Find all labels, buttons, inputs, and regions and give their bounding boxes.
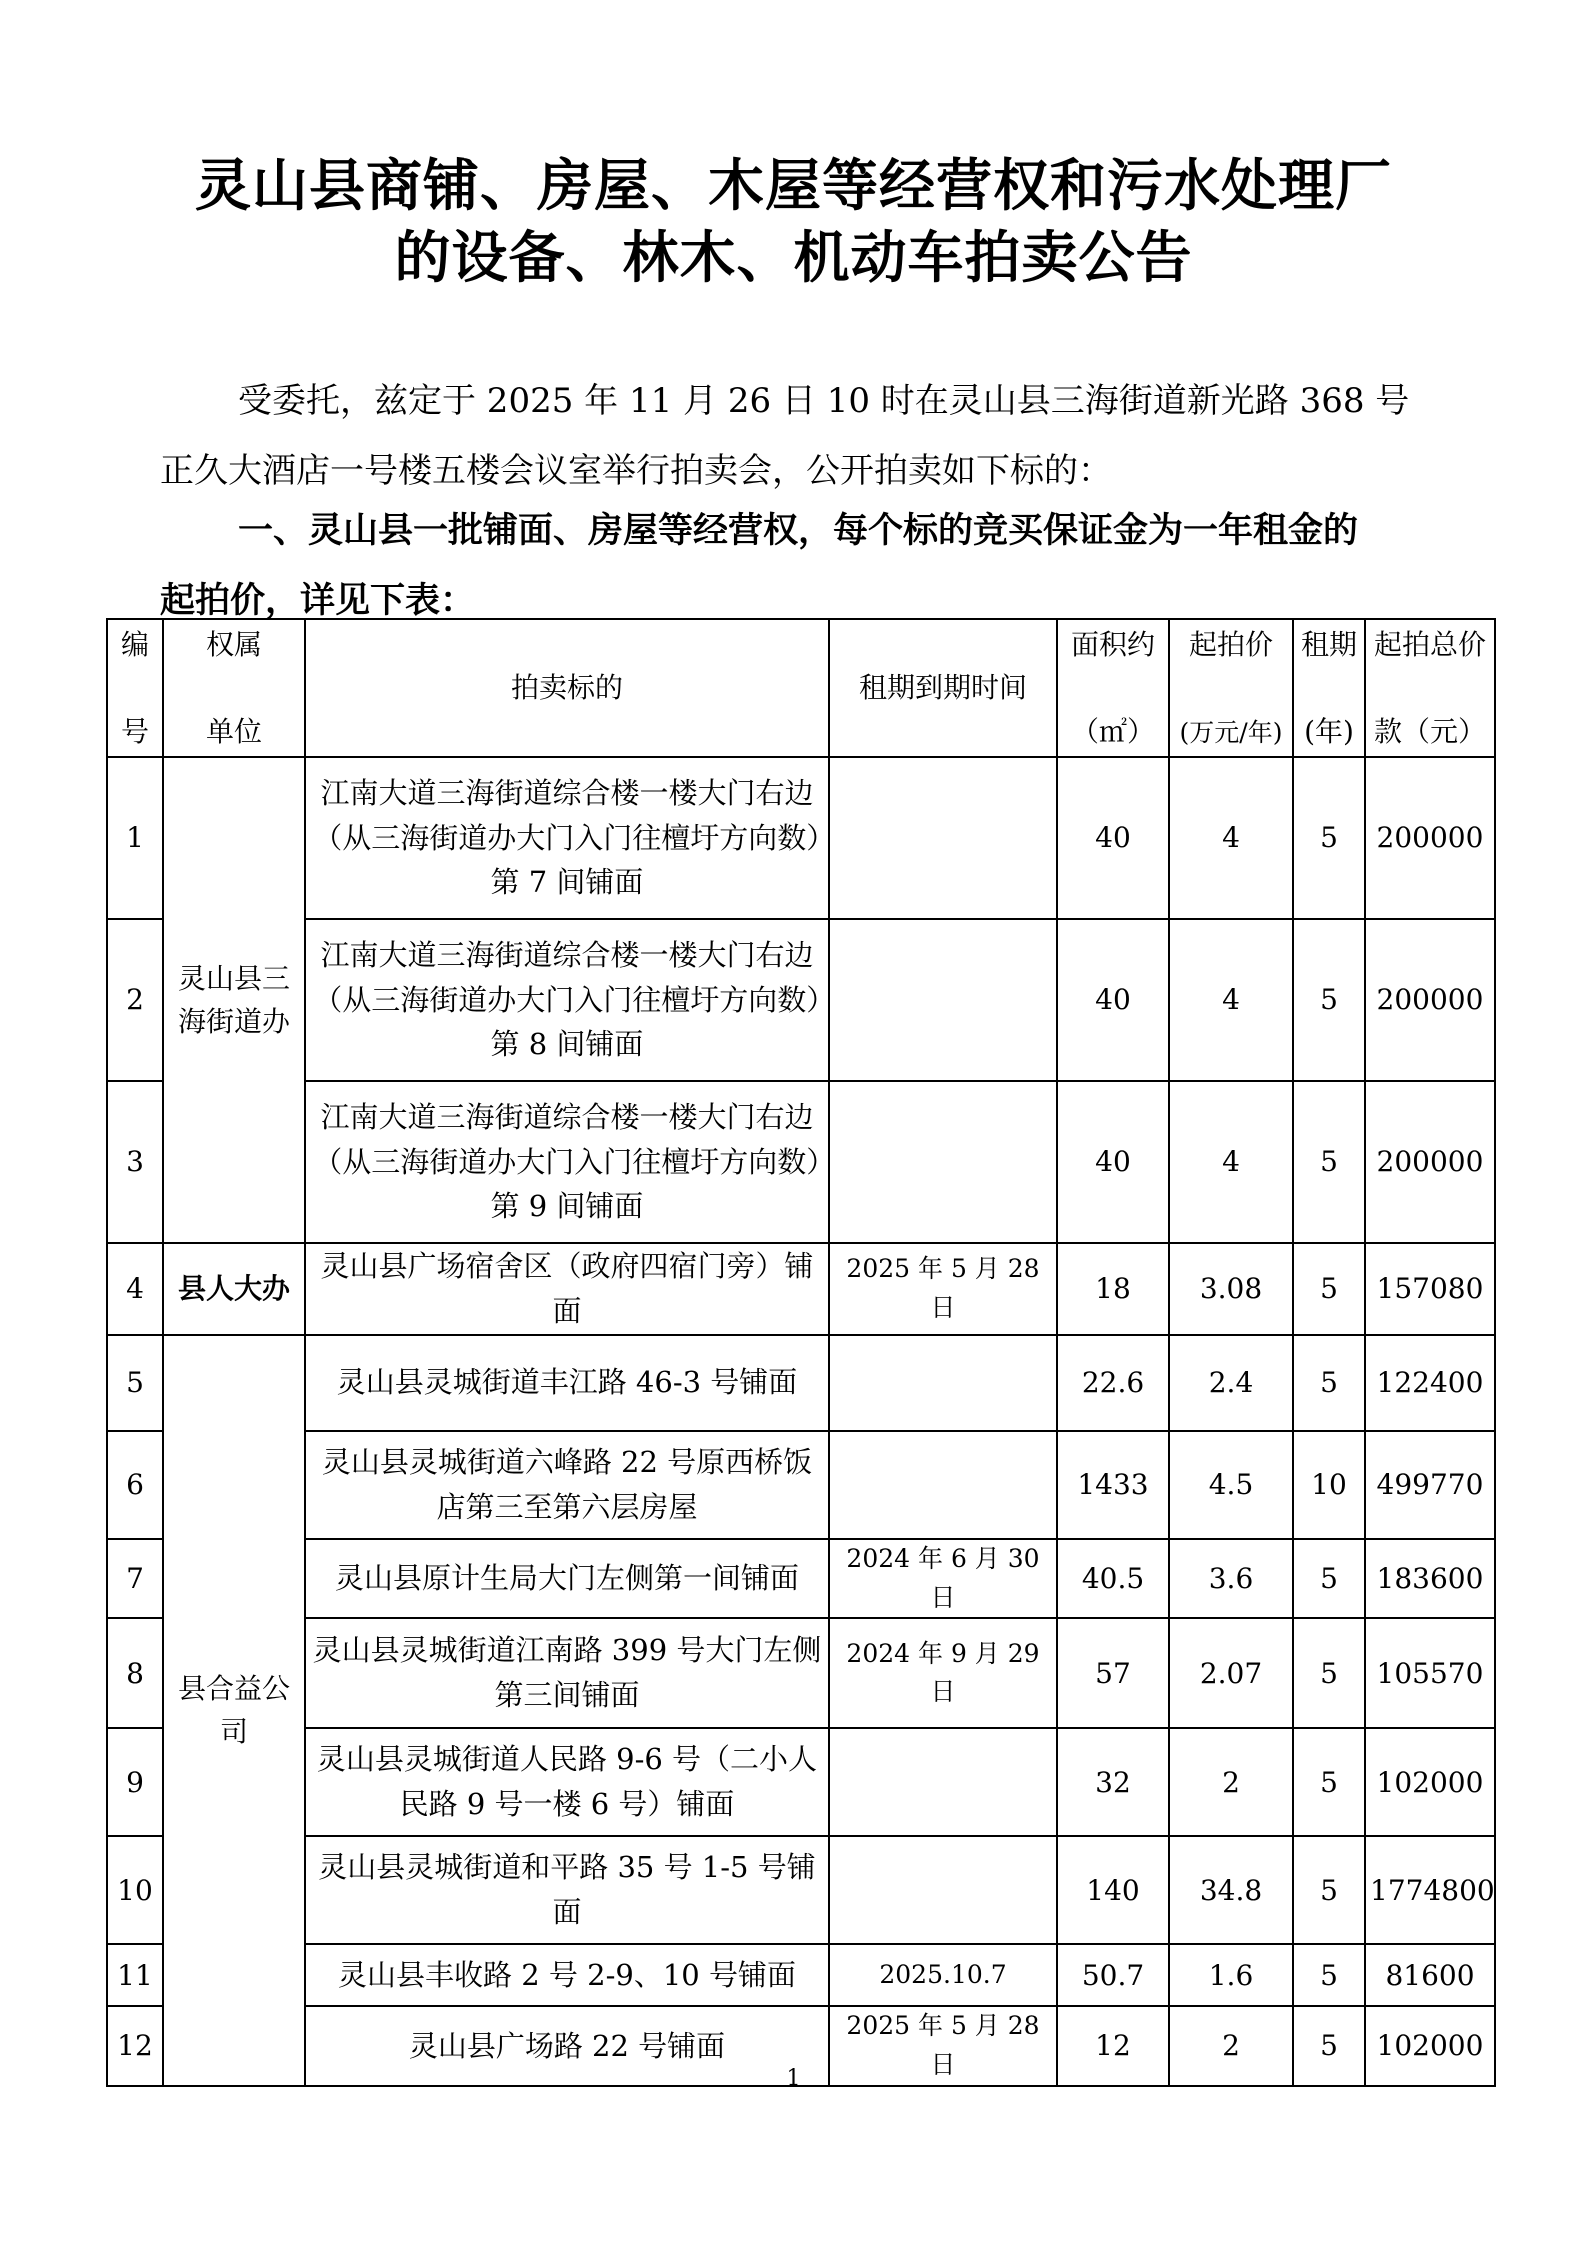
row-price: 3.6 xyxy=(1169,1539,1293,1619)
table-row xyxy=(107,757,1495,919)
row-term: 5 xyxy=(1293,2006,1365,2086)
row-expiry xyxy=(829,1728,1057,1836)
row-price: 3.08 xyxy=(1169,1243,1293,1335)
row-subject: 灵山县广场宿舍区（政府四宿门旁）铺面 xyxy=(305,1243,829,1335)
document-title-line-2: 的设备、林木、机动车拍卖公告 xyxy=(394,226,1193,291)
document-title-line-1: 灵山县商铺、房屋、木屋等经营权和污水处理厂 xyxy=(195,154,1392,219)
table-row xyxy=(107,1081,1495,1243)
row-term: 5 xyxy=(1293,1836,1365,1944)
row-area: 50.7 xyxy=(1057,1944,1169,2006)
row-subject: 灵山县灵城街道六峰路 22 号原西桥饭店第三至第六层房屋 xyxy=(305,1431,829,1539)
row-total: 157080 xyxy=(1365,1243,1495,1335)
row-term: 5 xyxy=(1293,1335,1365,1431)
row-subject: 灵山县灵城街道江南路 399 号大门左侧第三间铺面 xyxy=(305,1618,829,1728)
row-price: 2 xyxy=(1169,1728,1293,1836)
table-row xyxy=(107,1944,1495,2006)
header-expiry: 租期到期时间 xyxy=(829,619,1057,757)
table-row xyxy=(107,919,1495,1081)
table-row xyxy=(107,1243,1495,1335)
row-area: 32 xyxy=(1057,1728,1169,1836)
row-number: 2 xyxy=(107,919,163,1081)
intro-paragraph xyxy=(160,366,1460,506)
row-area: 1433 xyxy=(1057,1431,1169,1539)
row-term: 5 xyxy=(1293,1944,1365,2006)
row-term: 5 xyxy=(1293,1728,1365,1836)
row-subject: 江南大道三海街道综合楼一楼大门右边（从三海街道办大门入门往檀圩方向数）第 7 间铺面 xyxy=(305,757,829,919)
row-total: 105570 xyxy=(1365,1618,1495,1728)
row-term: 5 xyxy=(1293,1618,1365,1728)
row-price: 4 xyxy=(1169,919,1293,1081)
row-area: 12 xyxy=(1057,2006,1169,2086)
row-price: 34.8 xyxy=(1169,1836,1293,1944)
page-number: 1 xyxy=(786,2066,801,2091)
row-term: 5 xyxy=(1293,1243,1365,1335)
row-term: 10 xyxy=(1293,1431,1365,1539)
row-number: 8 xyxy=(107,1618,163,1728)
row-number: 12 xyxy=(107,2006,163,2086)
row-subject: 灵山县灵城街道人民路 9-6 号（二小人民路 9 号一楼 6 号）铺面 xyxy=(305,1728,829,1836)
row-price: 2 xyxy=(1169,2006,1293,2086)
row-term: 5 xyxy=(1293,1539,1365,1619)
owner-cell-renda: 县人大办 xyxy=(163,1243,305,1335)
row-expiry: 2025 年 5 月 28 日 xyxy=(829,2006,1057,2086)
row-price: 1.6 xyxy=(1169,1944,1293,2006)
row-subject: 灵山县丰收路 2 号 2-9、10 号铺面 xyxy=(305,1944,829,2006)
table-row xyxy=(107,1728,1495,1836)
row-expiry xyxy=(829,919,1057,1081)
row-subject: 江南大道三海街道综合楼一楼大门右边（从三海街道办大门入门往檀圩方向数）第 9 间铺面 xyxy=(305,1081,829,1243)
row-number: 9 xyxy=(107,1728,163,1836)
header-total-price: 起拍总价 款（元） xyxy=(1365,619,1495,757)
row-subject: 灵山县广场路 22 号铺面 xyxy=(305,2006,829,2086)
row-area: 40 xyxy=(1057,919,1169,1081)
table-row xyxy=(107,1836,1495,1944)
row-total: 499770 xyxy=(1365,1431,1495,1539)
row-total: 200000 xyxy=(1365,1081,1495,1243)
auction-table xyxy=(106,618,1496,2087)
row-price: 2.4 xyxy=(1169,1335,1293,1431)
row-total: 81600 xyxy=(1365,1944,1495,2006)
row-area: 140 xyxy=(1057,1836,1169,1944)
row-area: 18 xyxy=(1057,1243,1169,1335)
row-subject: 灵山县灵城街道丰江路 46-3 号铺面 xyxy=(305,1335,829,1431)
row-expiry xyxy=(829,1836,1057,1944)
row-area: 40 xyxy=(1057,757,1169,919)
row-total: 102000 xyxy=(1365,1728,1495,1836)
table-header-row xyxy=(107,619,1495,757)
row-expiry: 2025.10.7 xyxy=(829,1944,1057,2006)
row-expiry xyxy=(829,1335,1057,1431)
row-expiry xyxy=(829,757,1057,919)
row-total: 1774800 xyxy=(1365,1836,1495,1944)
row-price: 4 xyxy=(1169,1081,1293,1243)
row-total: 183600 xyxy=(1365,1539,1495,1619)
table-row xyxy=(107,1335,1495,1431)
owner-cell-sanhai: 灵山县三海街道办 xyxy=(163,757,305,1243)
table-row xyxy=(107,1431,1495,1539)
row-expiry xyxy=(829,1081,1057,1243)
section-1-line-2: 起拍价，详见下表： xyxy=(160,581,476,621)
table-row xyxy=(107,1539,1495,1619)
header-start-price: 起拍价 (万元/年) xyxy=(1169,619,1293,757)
row-total: 200000 xyxy=(1365,919,1495,1081)
row-price: 4 xyxy=(1169,757,1293,919)
header-lease-term: 租期 (年) xyxy=(1293,619,1365,757)
row-number: 7 xyxy=(107,1539,163,1619)
owner-cell-heyi: 县合益公司 xyxy=(163,1335,305,2086)
intro-line-1: 受委托，兹定于 2025 年 11 月 26 日 10 时在灵山县三海街道新光路 368 号 xyxy=(238,381,1410,421)
row-price: 2.07 xyxy=(1169,1618,1293,1728)
row-subject: 灵山县灵城街道和平路 35 号 1-5 号铺面 xyxy=(305,1836,829,1944)
header-area: 面积约 （㎡） xyxy=(1057,619,1169,757)
row-term: 5 xyxy=(1293,919,1365,1081)
intro-line-2: 正久大酒店一号楼五楼会议室举行拍卖会，公开拍卖如下标的： xyxy=(160,451,1112,491)
row-subject: 灵山县原计生局大门左侧第一间铺面 xyxy=(305,1539,829,1619)
row-expiry: 2024 年 9 月 29 日 xyxy=(829,1618,1057,1728)
row-expiry: 2024 年 6 月 30 日 xyxy=(829,1539,1057,1619)
header-number: 编 号 xyxy=(107,619,163,757)
row-number: 11 xyxy=(107,1944,163,2006)
row-total: 122400 xyxy=(1365,1335,1495,1431)
header-subject: 拍卖标的 xyxy=(305,619,829,757)
row-total: 102000 xyxy=(1365,2006,1495,2086)
row-term: 5 xyxy=(1293,1081,1365,1243)
row-area: 40 xyxy=(1057,1081,1169,1243)
row-number: 6 xyxy=(107,1431,163,1539)
section-1-line-1: 一、灵山县一批铺面、房屋等经营权，每个标的竞买保证金为一年租金的 xyxy=(238,511,1359,551)
row-number: 4 xyxy=(107,1243,163,1335)
row-number: 10 xyxy=(107,1836,163,1944)
row-number: 1 xyxy=(107,757,163,919)
row-price: 4.5 xyxy=(1169,1431,1293,1539)
row-expiry xyxy=(829,1431,1057,1539)
header-owner: 权属 单位 xyxy=(163,619,305,757)
row-area: 57 xyxy=(1057,1618,1169,1728)
row-total: 200000 xyxy=(1365,757,1495,919)
row-term: 5 xyxy=(1293,757,1365,919)
row-area: 22.6 xyxy=(1057,1335,1169,1431)
row-area: 40.5 xyxy=(1057,1539,1169,1619)
table-row xyxy=(107,1618,1495,1728)
row-expiry: 2025 年 5 月 28 日 xyxy=(829,1243,1057,1335)
row-subject: 江南大道三海街道综合楼一楼大门右边（从三海街道办大门入门往檀圩方向数）第 8 间铺面 xyxy=(305,919,829,1081)
section-1-heading xyxy=(160,496,1460,636)
row-number: 5 xyxy=(107,1335,163,1431)
row-number: 3 xyxy=(107,1081,163,1243)
